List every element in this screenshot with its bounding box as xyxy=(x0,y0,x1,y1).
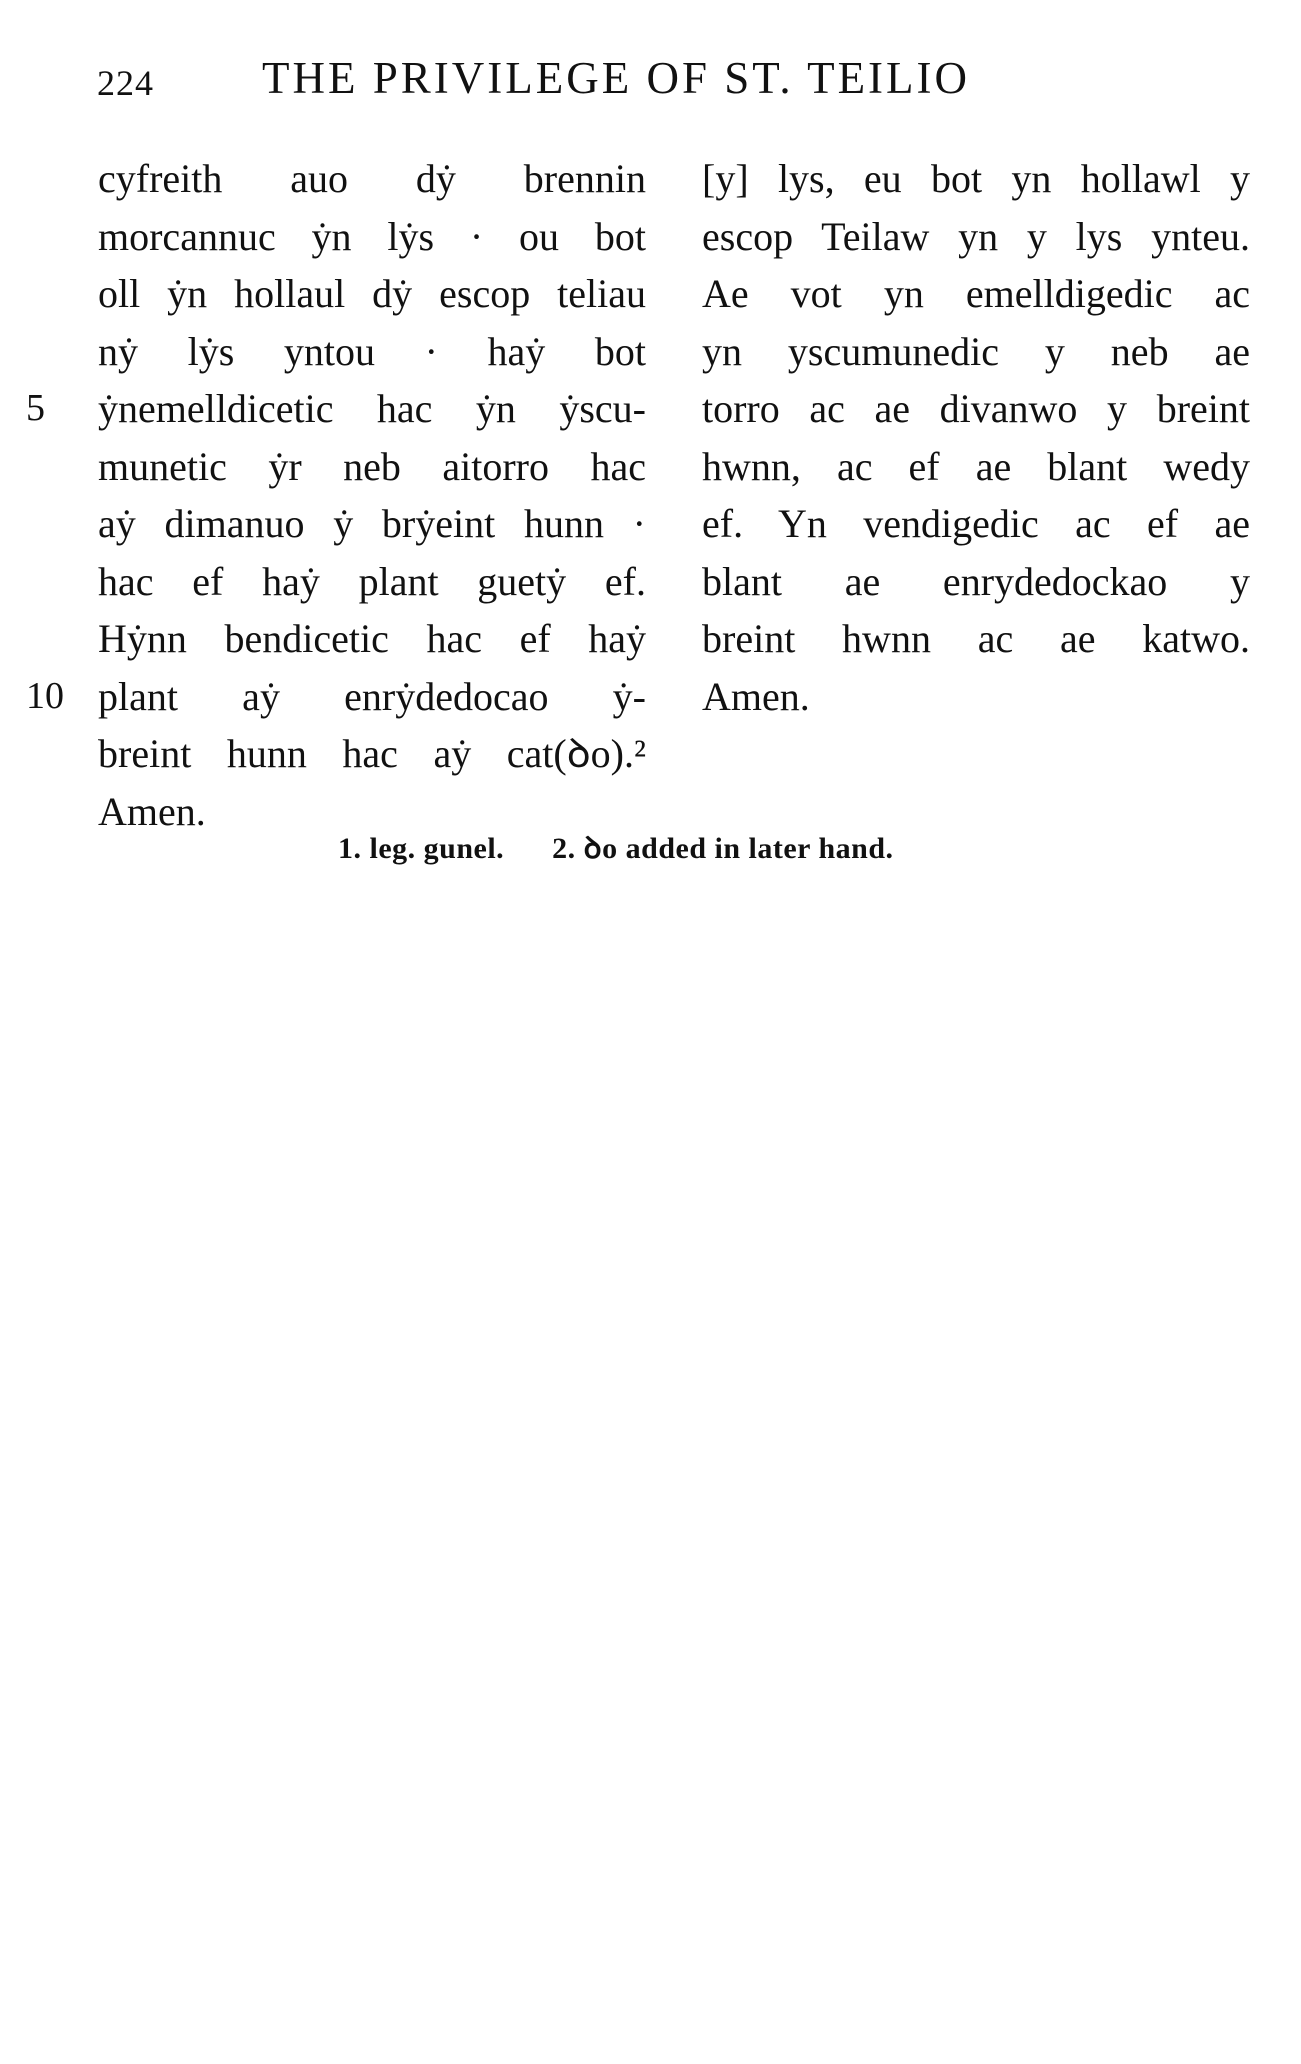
left-line-text: breint hunn hac aẏ cat(ꝺo).² xyxy=(98,731,646,776)
left-line xyxy=(98,610,646,668)
left-line-text: Amen. xyxy=(98,788,206,834)
footnotes xyxy=(338,826,934,867)
right-line-text: Ae vot yn emelldigedic ac xyxy=(702,271,1250,316)
page-number: 224 xyxy=(97,63,154,103)
left-line-text: ẏnemelldicetic hac ẏn ẏscu- xyxy=(98,386,646,431)
right-line-text: torro ac ae divanwo y breint xyxy=(702,386,1250,431)
left-line-text: nẏ lẏs yntou · haẏ bot xyxy=(98,328,646,374)
right-line xyxy=(702,495,1250,553)
right-line-text: blant ae enrydedockao y xyxy=(702,558,1250,604)
left-line xyxy=(98,323,646,381)
left-line xyxy=(98,495,646,553)
right-line-text: ef. Yn vendigedic ac ef ae xyxy=(702,501,1250,546)
left-line-text: aẏ dimanuo ẏ brẏeint hunn · xyxy=(98,501,646,546)
line-number: 10 xyxy=(26,674,64,717)
left-line xyxy=(98,208,646,266)
left-line xyxy=(26,668,646,726)
right-line-text: Amen. xyxy=(702,673,810,719)
running-title: THE PRIVILEGE OF ST. TEILIO xyxy=(262,53,971,103)
right-line xyxy=(702,265,1250,323)
left-line xyxy=(98,725,646,783)
line-number: 5 xyxy=(26,387,45,429)
footnote-2: 2. ꝺo added in later hand. xyxy=(552,832,894,865)
right-line xyxy=(702,208,1250,266)
footnote-1: 1. leg. gunel. xyxy=(338,832,505,865)
left-column-middle-welsh xyxy=(26,150,646,840)
left-line xyxy=(98,265,646,323)
right-line xyxy=(702,380,1250,438)
left-line xyxy=(98,150,646,208)
right-line-text: yn yscumunedic y neb ae xyxy=(702,328,1250,374)
left-line-text: morcannuc ẏn lẏs · ou bot xyxy=(98,213,646,259)
right-line xyxy=(702,323,1250,381)
left-line-text: hac ef haẏ plant guetẏ ef. xyxy=(98,558,646,604)
left-line-text: cyfreith auo dẏ brennin xyxy=(98,156,646,201)
right-line xyxy=(702,150,1250,208)
left-line xyxy=(26,380,646,438)
right-line xyxy=(702,668,1250,726)
left-line-text: munetic ẏr neb aitorro hac xyxy=(98,443,646,489)
right-line-text: hwnn, ac ef ae blant wedy xyxy=(702,443,1250,489)
left-line xyxy=(98,553,646,611)
left-line xyxy=(98,438,646,496)
right-line xyxy=(702,610,1250,668)
right-line xyxy=(702,553,1250,611)
left-line-text: Hẏnn bendicetic hac ef haẏ xyxy=(98,616,646,661)
right-column-modern-welsh xyxy=(702,150,1250,725)
right-line xyxy=(702,438,1250,496)
running-header xyxy=(0,52,1301,112)
left-line-text: oll ẏn hollaul dẏ escop teliau xyxy=(98,271,646,316)
left-line-text: plant aẏ enrẏdedocao ẏ- xyxy=(98,673,646,719)
right-line-text: [y] lys, eu bot yn hollawl y xyxy=(702,156,1250,201)
right-line-text: breint hwnn ac ae katwo. xyxy=(702,616,1250,661)
right-line-text: escop Teilaw yn y lys ynteu. xyxy=(702,213,1250,259)
